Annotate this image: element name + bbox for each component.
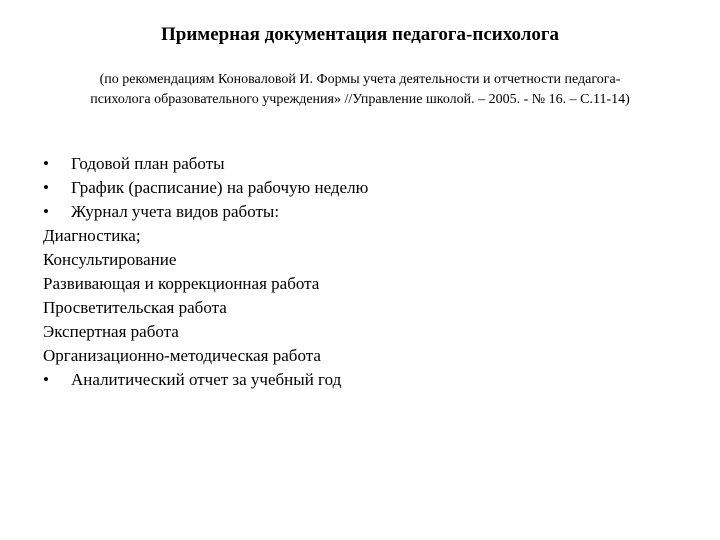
bullet-icon: •	[43, 178, 49, 197]
list-item	[43, 224, 683, 248]
list-item-text: Просветительская работа	[43, 298, 227, 317]
list-item	[43, 152, 683, 176]
list-item-text: Журнал учета видов работы:	[71, 202, 280, 221]
list-item-text: График (расписание) на рабочую неделю	[71, 178, 369, 197]
bullet-icon: •	[43, 202, 49, 221]
list-item	[43, 296, 683, 320]
slide-title: Примерная документация педагога-психолога	[160, 24, 560, 45]
list-item-text: Годовой план работы	[71, 154, 225, 173]
list-item-text: Экспертная работа	[43, 322, 179, 341]
list-item	[43, 320, 683, 344]
list-item	[43, 344, 683, 368]
subtitle-line: психолога образовательного учреждения» //Управление школой. – 2005. - № 16. – С.11-14)	[90, 92, 630, 107]
list-item-text: Развивающая и коррекционная работа	[43, 274, 320, 293]
list-item	[43, 272, 683, 296]
list-item	[43, 200, 683, 224]
subtitle-line: (по рекомендациям Коноваловой И. Формы учета деятельности и отчетности педагога-	[99, 72, 621, 87]
documentation-list	[43, 152, 683, 392]
slide-subtitle	[30, 70, 690, 110]
list-item-text: Диагностика;	[43, 226, 141, 245]
list-item-text: Аналитический отчет за учебный год	[71, 370, 342, 389]
list-item-text: Консультирование	[43, 250, 177, 269]
list-item	[43, 248, 683, 272]
list-item	[43, 176, 683, 200]
list-item-text: Организационно-методическая работа	[43, 346, 321, 365]
list-item	[43, 368, 683, 392]
bullet-icon: •	[43, 154, 49, 173]
bullet-icon: •	[43, 370, 49, 389]
